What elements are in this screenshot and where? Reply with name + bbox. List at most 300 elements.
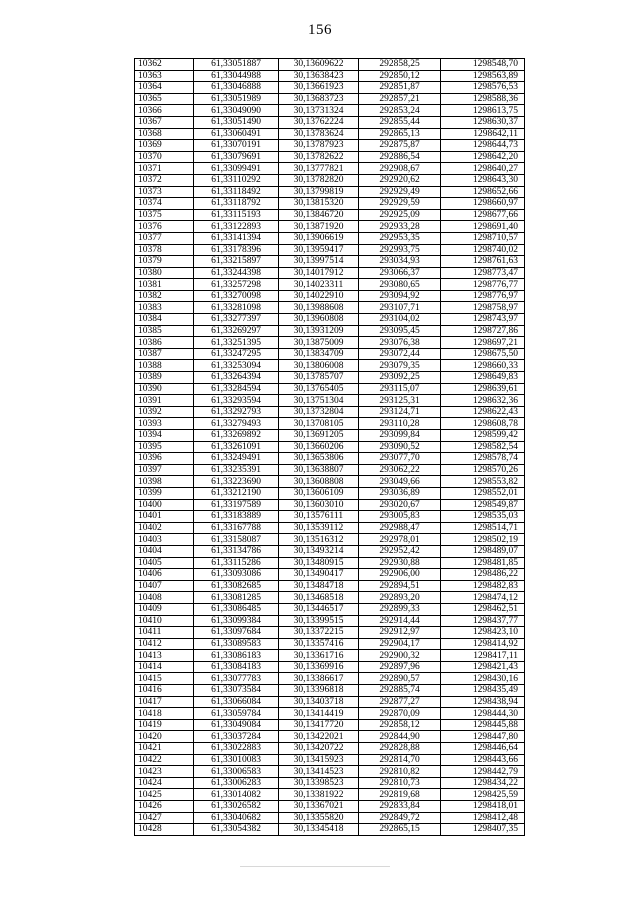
y-coordinate-cell: 1298761,63 [441, 256, 525, 268]
table-row [135, 754, 525, 766]
latitude-cell: 61,33110292 [194, 174, 279, 186]
longitude-cell: 30,13516312 [279, 534, 359, 546]
longitude-cell: 30,14017912 [279, 267, 359, 279]
latitude-cell: 61,33183889 [194, 511, 279, 523]
y-coordinate-cell: 1298502,19 [441, 534, 525, 546]
table-row [135, 430, 525, 442]
point-number-cell: 10396 [135, 453, 194, 465]
y-coordinate-cell: 1298435,49 [441, 685, 525, 697]
x-coordinate-cell: 292844,90 [359, 731, 441, 743]
y-coordinate-cell: 1298649,83 [441, 372, 525, 384]
point-number-cell: 10402 [135, 522, 194, 534]
y-coordinate-cell: 1298643,30 [441, 174, 525, 186]
latitude-cell: 61,33006283 [194, 777, 279, 789]
point-number-cell: 10403 [135, 534, 194, 546]
point-number-cell: 10371 [135, 163, 194, 175]
latitude-cell: 61,33122893 [194, 221, 279, 233]
latitude-cell: 61,33247295 [194, 348, 279, 360]
longitude-cell: 30,14022910 [279, 290, 359, 302]
y-coordinate-cell: 1298727,86 [441, 325, 525, 337]
latitude-cell: 61,33051490 [194, 116, 279, 128]
point-number-cell: 10383 [135, 302, 194, 314]
longitude-cell: 30,13446517 [279, 603, 359, 615]
y-coordinate-cell: 1298578,74 [441, 453, 525, 465]
longitude-cell: 30,13751304 [279, 395, 359, 407]
x-coordinate-cell: 293062,22 [359, 464, 441, 476]
point-number-cell: 10367 [135, 116, 194, 128]
x-coordinate-cell: 292850,12 [359, 70, 441, 82]
longitude-cell: 30,13403718 [279, 696, 359, 708]
x-coordinate-cell: 292849,72 [359, 812, 441, 824]
point-number-cell: 10408 [135, 592, 194, 604]
x-coordinate-cell: 293094,92 [359, 290, 441, 302]
y-coordinate-cell: 1298412,48 [441, 812, 525, 824]
x-coordinate-cell: 292993,75 [359, 244, 441, 256]
x-coordinate-cell: 293034,93 [359, 256, 441, 268]
x-coordinate-cell: 292988,47 [359, 522, 441, 534]
longitude-cell: 30,13653806 [279, 453, 359, 465]
x-coordinate-cell: 293079,35 [359, 360, 441, 372]
x-coordinate-cell: 293005,83 [359, 511, 441, 523]
table-row [135, 209, 525, 221]
point-number-cell: 10395 [135, 441, 194, 453]
x-coordinate-cell: 293099,84 [359, 430, 441, 442]
x-coordinate-cell: 292875,87 [359, 140, 441, 152]
point-number-cell: 10363 [135, 70, 194, 82]
y-coordinate-cell: 1298549,87 [441, 499, 525, 511]
x-coordinate-cell: 293104,02 [359, 314, 441, 326]
x-coordinate-cell: 292930,88 [359, 557, 441, 569]
point-number-cell: 10378 [135, 244, 194, 256]
latitude-cell: 61,33115193 [194, 209, 279, 221]
longitude-cell: 30,13871920 [279, 221, 359, 233]
longitude-cell: 30,13806008 [279, 360, 359, 372]
y-coordinate-cell: 1298563,89 [441, 70, 525, 82]
longitude-cell: 30,13386617 [279, 673, 359, 685]
y-coordinate-cell: 1298640,27 [441, 163, 525, 175]
x-coordinate-cell: 293077,70 [359, 453, 441, 465]
table-row [135, 615, 525, 627]
x-coordinate-cell: 292810,73 [359, 777, 441, 789]
table-row [135, 511, 525, 523]
y-coordinate-cell: 1298630,37 [441, 116, 525, 128]
y-coordinate-cell: 1298608,78 [441, 418, 525, 430]
latitude-cell: 61,33118792 [194, 198, 279, 210]
x-coordinate-cell: 292912,97 [359, 627, 441, 639]
latitude-cell: 61,33054382 [194, 824, 279, 836]
x-coordinate-cell: 292900,32 [359, 650, 441, 662]
longitude-cell: 30,13785707 [279, 372, 359, 384]
latitude-cell: 61,33010083 [194, 754, 279, 766]
longitude-cell: 30,13815320 [279, 198, 359, 210]
y-coordinate-cell: 1298417,11 [441, 650, 525, 662]
longitude-cell: 30,14023311 [279, 279, 359, 291]
latitude-cell: 61,33089583 [194, 638, 279, 650]
x-coordinate-cell: 292899,33 [359, 603, 441, 615]
latitude-cell: 61,33178396 [194, 244, 279, 256]
point-number-cell: 10366 [135, 105, 194, 117]
longitude-cell: 30,13606109 [279, 487, 359, 499]
point-number-cell: 10381 [135, 279, 194, 291]
x-coordinate-cell: 293049,66 [359, 476, 441, 488]
point-number-cell: 10421 [135, 743, 194, 755]
latitude-cell: 61,33077783 [194, 673, 279, 685]
point-number-cell: 10362 [135, 59, 194, 71]
latitude-cell: 61,33079691 [194, 151, 279, 163]
table-row [135, 198, 525, 210]
x-coordinate-cell: 292886,54 [359, 151, 441, 163]
table-row [135, 279, 525, 291]
y-coordinate-cell: 1298622,43 [441, 406, 525, 418]
x-coordinate-cell: 292952,42 [359, 545, 441, 557]
latitude-cell: 61,33197589 [194, 499, 279, 511]
longitude-cell: 30,13417720 [279, 719, 359, 731]
latitude-cell: 61,33093086 [194, 569, 279, 581]
table-row [135, 719, 525, 731]
page-number: 156 [308, 22, 332, 38]
table-row [135, 116, 525, 128]
table-row [135, 302, 525, 314]
y-coordinate-cell: 1298776,77 [441, 279, 525, 291]
latitude-cell: 61,33215897 [194, 256, 279, 268]
point-number-cell: 10405 [135, 557, 194, 569]
table-row [135, 267, 525, 279]
x-coordinate-cell: 292925,09 [359, 209, 441, 221]
longitude-cell: 30,13931209 [279, 325, 359, 337]
latitude-cell: 61,33249491 [194, 453, 279, 465]
x-coordinate-cell: 292870,09 [359, 708, 441, 720]
latitude-cell: 61,33049090 [194, 105, 279, 117]
table-row [135, 522, 525, 534]
point-number-cell: 10420 [135, 731, 194, 743]
x-coordinate-cell: 293125,31 [359, 395, 441, 407]
table-row [135, 290, 525, 302]
point-number-cell: 10416 [135, 685, 194, 697]
x-coordinate-cell: 292851,87 [359, 82, 441, 94]
y-coordinate-cell: 1298652,66 [441, 186, 525, 198]
table-row [135, 244, 525, 256]
point-number-cell: 10369 [135, 140, 194, 152]
table-row [135, 59, 525, 71]
latitude-cell: 61,33257298 [194, 279, 279, 291]
coordinates-table [134, 58, 525, 836]
point-number-cell: 10401 [135, 511, 194, 523]
latitude-cell: 61,33223690 [194, 476, 279, 488]
point-number-cell: 10414 [135, 661, 194, 673]
table-row [135, 580, 525, 592]
point-number-cell: 10388 [135, 360, 194, 372]
point-number-cell: 10380 [135, 267, 194, 279]
longitude-cell: 30,13660206 [279, 441, 359, 453]
latitude-cell: 61,33141394 [194, 232, 279, 244]
table-row [135, 638, 525, 650]
latitude-cell: 61,33060491 [194, 128, 279, 140]
table-row [135, 418, 525, 430]
table-row [135, 453, 525, 465]
longitude-cell: 30,13731324 [279, 105, 359, 117]
point-number-cell: 10382 [135, 290, 194, 302]
longitude-cell: 30,13367021 [279, 801, 359, 813]
table-row [135, 592, 525, 604]
table-row [135, 93, 525, 105]
latitude-cell: 61,33253094 [194, 360, 279, 372]
point-number-cell: 10397 [135, 464, 194, 476]
point-number-cell: 10364 [135, 82, 194, 94]
table-row [135, 441, 525, 453]
latitude-cell: 61,33049084 [194, 719, 279, 731]
point-number-cell: 10407 [135, 580, 194, 592]
x-coordinate-cell: 292920,62 [359, 174, 441, 186]
table-row [135, 464, 525, 476]
longitude-cell: 30,13732804 [279, 406, 359, 418]
y-coordinate-cell: 1298474,12 [441, 592, 525, 604]
table-row [135, 487, 525, 499]
x-coordinate-cell: 292953,35 [359, 232, 441, 244]
longitude-cell: 30,13608808 [279, 476, 359, 488]
longitude-cell: 30,13799819 [279, 186, 359, 198]
x-coordinate-cell: 292914,44 [359, 615, 441, 627]
x-coordinate-cell: 292904,17 [359, 638, 441, 650]
table-row [135, 348, 525, 360]
longitude-cell: 30,13638423 [279, 70, 359, 82]
longitude-cell: 30,13782820 [279, 174, 359, 186]
point-number-cell: 10425 [135, 789, 194, 801]
y-coordinate-cell: 1298632,36 [441, 395, 525, 407]
table-row [135, 569, 525, 581]
table-row [135, 603, 525, 615]
longitude-cell: 30,13708105 [279, 418, 359, 430]
y-coordinate-cell: 1298446,64 [441, 743, 525, 755]
y-coordinate-cell: 1298675,50 [441, 348, 525, 360]
latitude-cell: 61,33051989 [194, 93, 279, 105]
table-row [135, 650, 525, 662]
latitude-cell: 61,33134786 [194, 545, 279, 557]
point-number-cell: 10373 [135, 186, 194, 198]
y-coordinate-cell: 1298425,59 [441, 789, 525, 801]
longitude-cell: 30,13357416 [279, 638, 359, 650]
longitude-cell: 30,13638807 [279, 464, 359, 476]
y-coordinate-cell: 1298740,02 [441, 244, 525, 256]
longitude-cell: 30,13765405 [279, 383, 359, 395]
longitude-cell: 30,13997514 [279, 256, 359, 268]
point-number-cell: 10404 [135, 545, 194, 557]
longitude-cell: 30,13875009 [279, 337, 359, 349]
longitude-cell: 30,13661923 [279, 82, 359, 94]
table-row [135, 708, 525, 720]
point-number-cell: 10418 [135, 708, 194, 720]
table-row [135, 661, 525, 673]
longitude-cell: 30,13539112 [279, 522, 359, 534]
point-number-cell: 10409 [135, 603, 194, 615]
point-number-cell: 10393 [135, 418, 194, 430]
y-coordinate-cell: 1298481,85 [441, 557, 525, 569]
table-row [135, 801, 525, 813]
table-row [135, 824, 525, 836]
latitude-cell: 61,33270098 [194, 290, 279, 302]
point-number-cell: 10411 [135, 627, 194, 639]
latitude-cell: 61,33235391 [194, 464, 279, 476]
point-number-cell: 10392 [135, 406, 194, 418]
latitude-cell: 61,33014082 [194, 789, 279, 801]
table-row [135, 685, 525, 697]
x-coordinate-cell: 293124,71 [359, 406, 441, 418]
x-coordinate-cell: 292933,28 [359, 221, 441, 233]
x-coordinate-cell: 292908,67 [359, 163, 441, 175]
y-coordinate-cell: 1298442,79 [441, 766, 525, 778]
x-coordinate-cell: 293020,67 [359, 499, 441, 511]
x-coordinate-cell: 293095,45 [359, 325, 441, 337]
longitude-cell: 30,13576111 [279, 511, 359, 523]
latitude-cell: 61,33167788 [194, 522, 279, 534]
latitude-cell: 61,33081285 [194, 592, 279, 604]
y-coordinate-cell: 1298660,33 [441, 360, 525, 372]
latitude-cell: 61,33097684 [194, 627, 279, 639]
x-coordinate-cell: 292858,25 [359, 59, 441, 71]
x-coordinate-cell: 292897,96 [359, 661, 441, 673]
longitude-cell: 30,13345418 [279, 824, 359, 836]
y-coordinate-cell: 1298599,42 [441, 430, 525, 442]
y-coordinate-cell: 1298697,21 [441, 337, 525, 349]
x-coordinate-cell: 293080,65 [359, 279, 441, 291]
x-coordinate-cell: 292828,88 [359, 743, 441, 755]
y-coordinate-cell: 1298743,97 [441, 314, 525, 326]
latitude-cell: 61,33070191 [194, 140, 279, 152]
longitude-cell: 30,13414419 [279, 708, 359, 720]
x-coordinate-cell: 293110,28 [359, 418, 441, 430]
y-coordinate-cell: 1298482,83 [441, 580, 525, 592]
x-coordinate-cell: 293036,89 [359, 487, 441, 499]
longitude-cell: 30,13988608 [279, 302, 359, 314]
x-coordinate-cell: 292814,70 [359, 754, 441, 766]
latitude-cell: 61,33261091 [194, 441, 279, 453]
longitude-cell: 30,13372215 [279, 627, 359, 639]
longitude-cell: 30,13369916 [279, 661, 359, 673]
point-number-cell: 10410 [135, 615, 194, 627]
latitude-cell: 61,33099491 [194, 163, 279, 175]
latitude-cell: 61,33292793 [194, 406, 279, 418]
longitude-cell: 30,13361716 [279, 650, 359, 662]
point-number-cell: 10384 [135, 314, 194, 326]
latitude-cell: 61,33269892 [194, 430, 279, 442]
x-coordinate-cell: 293066,37 [359, 267, 441, 279]
y-coordinate-cell: 1298677,66 [441, 209, 525, 221]
table-row [135, 314, 525, 326]
latitude-cell: 61,33099384 [194, 615, 279, 627]
longitude-cell: 30,13484718 [279, 580, 359, 592]
longitude-cell: 30,13960808 [279, 314, 359, 326]
x-coordinate-cell: 292865,15 [359, 824, 441, 836]
point-number-cell: 10417 [135, 696, 194, 708]
table-row [135, 499, 525, 511]
table-row [135, 140, 525, 152]
latitude-cell: 61,33284594 [194, 383, 279, 395]
point-number-cell: 10391 [135, 395, 194, 407]
y-coordinate-cell: 1298438,94 [441, 696, 525, 708]
table-row [135, 476, 525, 488]
scan-artifact-line [240, 866, 390, 867]
latitude-cell: 61,33251395 [194, 337, 279, 349]
y-coordinate-cell: 1298407,35 [441, 824, 525, 836]
table-row [135, 128, 525, 140]
y-coordinate-cell: 1298642,20 [441, 151, 525, 163]
table-row [135, 163, 525, 175]
table-row [135, 360, 525, 372]
table-row [135, 696, 525, 708]
y-coordinate-cell: 1298414,92 [441, 638, 525, 650]
table-row [135, 174, 525, 186]
x-coordinate-cell: 292893,20 [359, 592, 441, 604]
longitude-cell: 30,13396818 [279, 685, 359, 697]
table-row [135, 232, 525, 244]
point-number-cell: 10386 [135, 337, 194, 349]
y-coordinate-cell: 1298486,22 [441, 569, 525, 581]
point-number-cell: 10377 [135, 232, 194, 244]
x-coordinate-cell: 293090,52 [359, 441, 441, 453]
latitude-cell: 61,33059784 [194, 708, 279, 720]
latitude-cell: 61,33244398 [194, 267, 279, 279]
table-row [135, 383, 525, 395]
y-coordinate-cell: 1298437,77 [441, 615, 525, 627]
point-number-cell: 10390 [135, 383, 194, 395]
point-number-cell: 10415 [135, 673, 194, 685]
y-coordinate-cell: 1298421,43 [441, 661, 525, 673]
x-coordinate-cell: 293115,07 [359, 383, 441, 395]
point-number-cell: 10376 [135, 221, 194, 233]
latitude-cell: 61,33066084 [194, 696, 279, 708]
table-row [135, 256, 525, 268]
longitude-cell: 30,13480915 [279, 557, 359, 569]
x-coordinate-cell: 293072,44 [359, 348, 441, 360]
point-number-cell: 10406 [135, 569, 194, 581]
latitude-cell: 61,33158087 [194, 534, 279, 546]
x-coordinate-cell: 292855,44 [359, 116, 441, 128]
table-row [135, 627, 525, 639]
x-coordinate-cell: 292865,13 [359, 128, 441, 140]
y-coordinate-cell: 1298639,61 [441, 383, 525, 395]
x-coordinate-cell: 292810,82 [359, 766, 441, 778]
y-coordinate-cell: 1298644,73 [441, 140, 525, 152]
y-coordinate-cell: 1298552,01 [441, 487, 525, 499]
y-coordinate-cell: 1298553,82 [441, 476, 525, 488]
x-coordinate-cell: 292890,57 [359, 673, 441, 685]
point-number-cell: 10375 [135, 209, 194, 221]
latitude-cell: 61,33281098 [194, 302, 279, 314]
latitude-cell: 61,33051887 [194, 59, 279, 71]
longitude-cell: 30,13783624 [279, 128, 359, 140]
longitude-cell: 30,13414523 [279, 766, 359, 778]
latitude-cell: 61,33212190 [194, 487, 279, 499]
table-row [135, 545, 525, 557]
latitude-cell: 61,33277397 [194, 314, 279, 326]
table-row [135, 406, 525, 418]
point-number-cell: 10368 [135, 128, 194, 140]
point-number-cell: 10422 [135, 754, 194, 766]
latitude-cell: 61,33046888 [194, 82, 279, 94]
table-row [135, 395, 525, 407]
table-row [135, 731, 525, 743]
y-coordinate-cell: 1298514,71 [441, 522, 525, 534]
x-coordinate-cell: 292857,21 [359, 93, 441, 105]
y-coordinate-cell: 1298570,26 [441, 464, 525, 476]
longitude-cell: 30,13782622 [279, 151, 359, 163]
x-coordinate-cell: 292906,00 [359, 569, 441, 581]
x-coordinate-cell: 292929,49 [359, 186, 441, 198]
y-coordinate-cell: 1298588,36 [441, 93, 525, 105]
point-number-cell: 10387 [135, 348, 194, 360]
table-row [135, 325, 525, 337]
x-coordinate-cell: 292978,01 [359, 534, 441, 546]
point-number-cell: 10398 [135, 476, 194, 488]
